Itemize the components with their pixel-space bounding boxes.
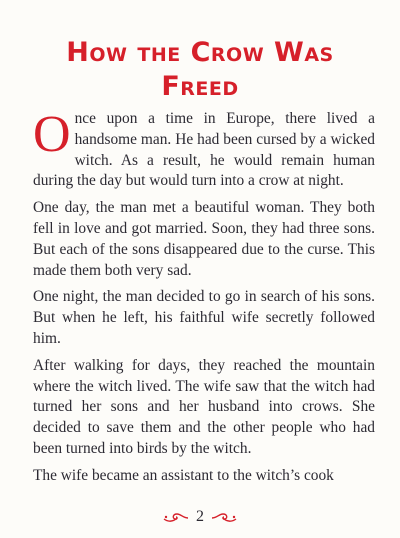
story-body [33, 106, 375, 493]
flourish-right-icon [211, 512, 237, 524]
paragraph-1-text: nce upon a time in Europe, there lived a handsome man. He had been cursed by a wicked witch. As a result, he would remain human during the day but would turn into a crow at night. [33, 110, 375, 190]
flourish-left-icon [163, 512, 189, 524]
paragraph-5: The wife became an assistant to the witch’s cook [33, 466, 334, 484]
paragraph-1 [33, 106, 375, 192]
story-title [0, 36, 400, 104]
paragraph-2: One day, the man met a beautiful woman. They both fell in love and got married. Soon, they had three sons. But each of the sons disappeared due to the curse. This made them both very sad. [33, 199, 375, 279]
title-line-2: Freed [161, 71, 239, 102]
drop-cap: O [33, 106, 71, 163]
page-number: 2 [196, 508, 204, 525]
paragraph-4: After walking for days, they reached the mountain where the witch lived. The wife saw that the witch had turned her sons and her husband into crows. She decided to save them and the other people who had been turned into birds by the witch. [33, 356, 375, 457]
page-footer [0, 507, 400, 527]
paragraph-3: One night, the man decided to go in search of his sons. But when he left, his faithful wife secretly followed him. [33, 288, 375, 347]
title-line-1: How the Crow Was [66, 37, 334, 68]
